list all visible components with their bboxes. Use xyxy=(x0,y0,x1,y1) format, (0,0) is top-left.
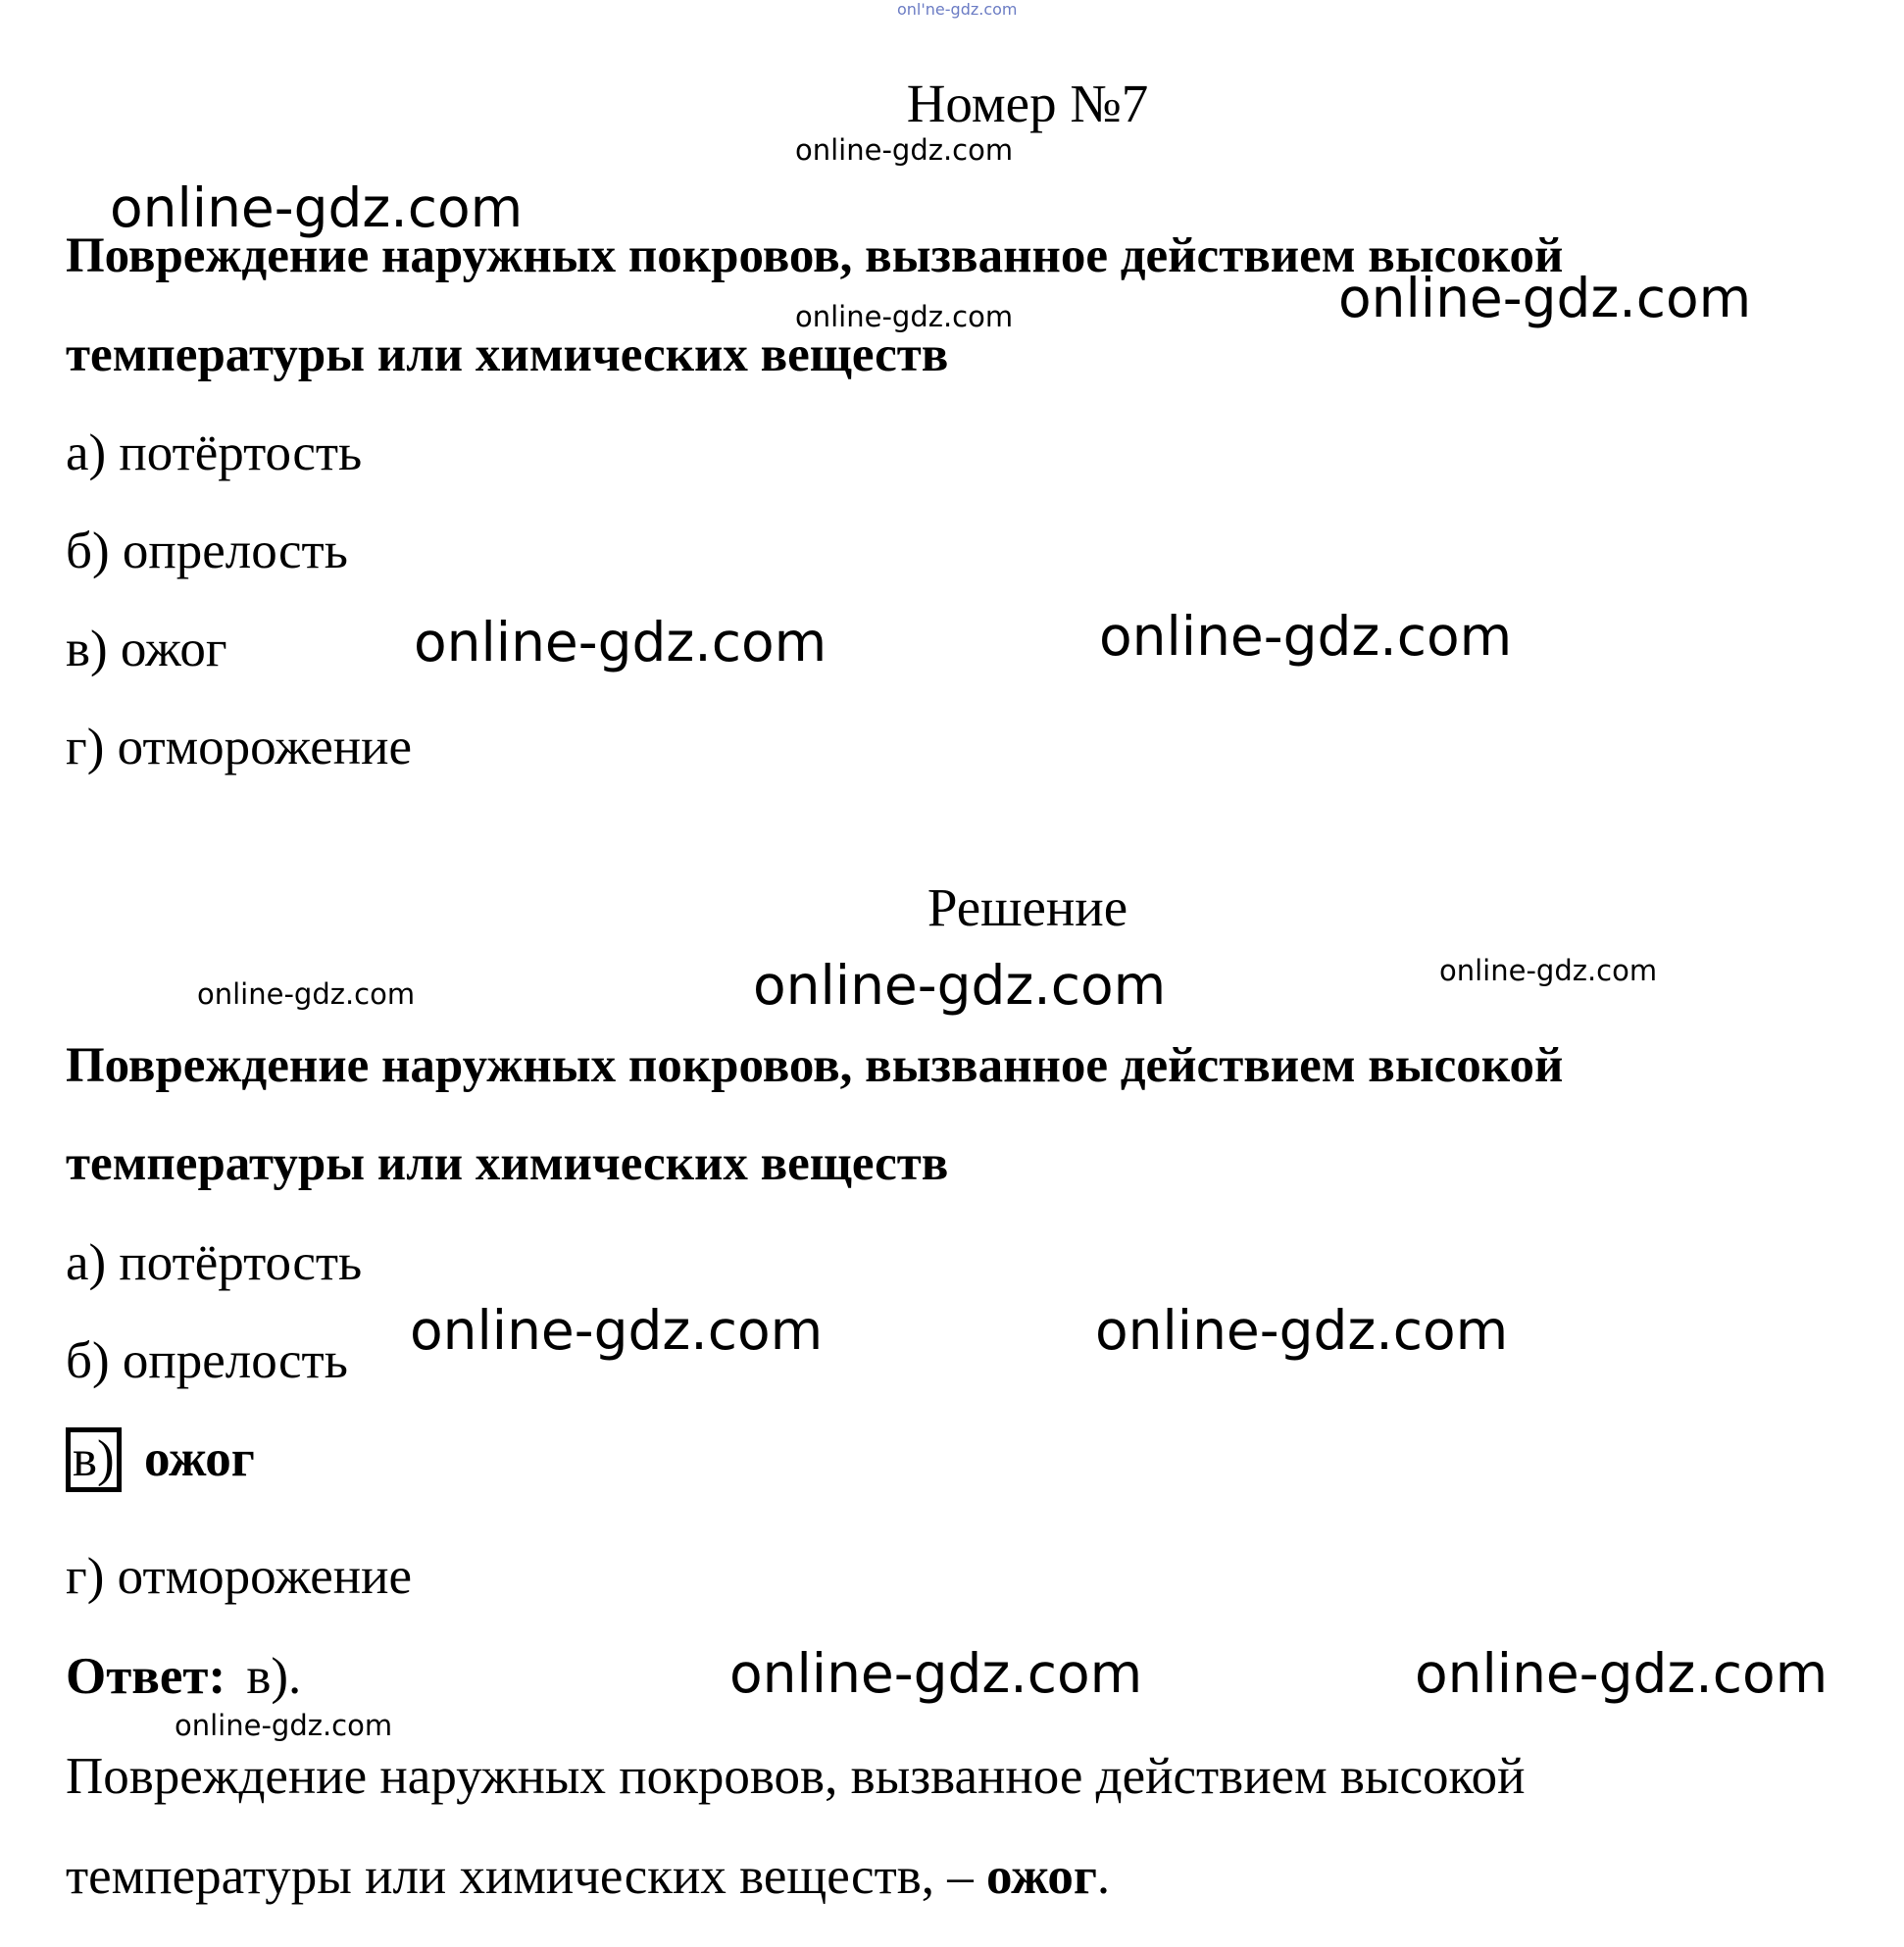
watermark: online-gdz.com xyxy=(1095,1299,1509,1362)
explanation-suffix: . xyxy=(1096,1848,1111,1905)
watermark: online-gdz.com xyxy=(110,176,524,239)
watermark: online-gdz.com xyxy=(414,611,827,674)
solution-option-b: б) опрелость xyxy=(66,1332,348,1389)
watermark: online-gdz.com xyxy=(1415,1642,1829,1705)
watermark: online-gdz.com xyxy=(1439,954,1658,987)
solution-question-line-2: температуры или химических веществ xyxy=(66,1136,949,1191)
correct-option-box: в) xyxy=(66,1427,122,1492)
question-line-1: Повреждение наружных покровов, вызванное действием высокой xyxy=(66,228,1564,283)
solution-heading: Решение xyxy=(927,877,1128,937)
watermark-tiny: onl'ne-gdz.com xyxy=(897,0,1018,19)
option-d: г) отморожение xyxy=(66,719,413,775)
answer-line xyxy=(66,1648,302,1705)
option-c: в) ожог xyxy=(66,621,227,677)
page-title: Номер №7 xyxy=(906,74,1149,133)
option-b: б) опрелость xyxy=(66,523,348,579)
solution-question-line-1: Повреждение наружных покровов, вызванное действием высокой xyxy=(66,1038,1564,1093)
watermark: online-gdz.com xyxy=(175,1709,393,1742)
answer-value: в). xyxy=(246,1648,302,1705)
correct-option-text: ожог xyxy=(143,1430,255,1487)
watermark: online-gdz.com xyxy=(753,954,1167,1017)
explanation-line-2 xyxy=(66,1848,1111,1905)
solution-option-d: г) отморожение xyxy=(66,1548,413,1605)
watermark: online-gdz.com xyxy=(729,1642,1143,1705)
question-line-2: температуры или химических веществ xyxy=(66,327,949,382)
option-a: а) потёртость xyxy=(66,424,363,481)
watermark: online-gdz.com xyxy=(795,300,1014,333)
explanation-prefix: температуры или химических веществ, – xyxy=(66,1848,987,1905)
watermark: online-gdz.com xyxy=(795,133,1014,167)
solution-option-a: а) потёртость xyxy=(66,1234,363,1291)
watermark: online-gdz.com xyxy=(1099,605,1513,668)
watermark: online-gdz.com xyxy=(410,1299,824,1362)
watermark: online-gdz.com xyxy=(197,977,416,1011)
answer-label: Ответ: xyxy=(66,1648,226,1705)
solution-option-c xyxy=(66,1427,255,1492)
watermark: online-gdz.com xyxy=(1338,267,1752,329)
explanation-answer: ожог xyxy=(986,1848,1097,1905)
explanation-line-1: Повреждение наружных покровов, вызванное действием высокой xyxy=(66,1748,1526,1805)
